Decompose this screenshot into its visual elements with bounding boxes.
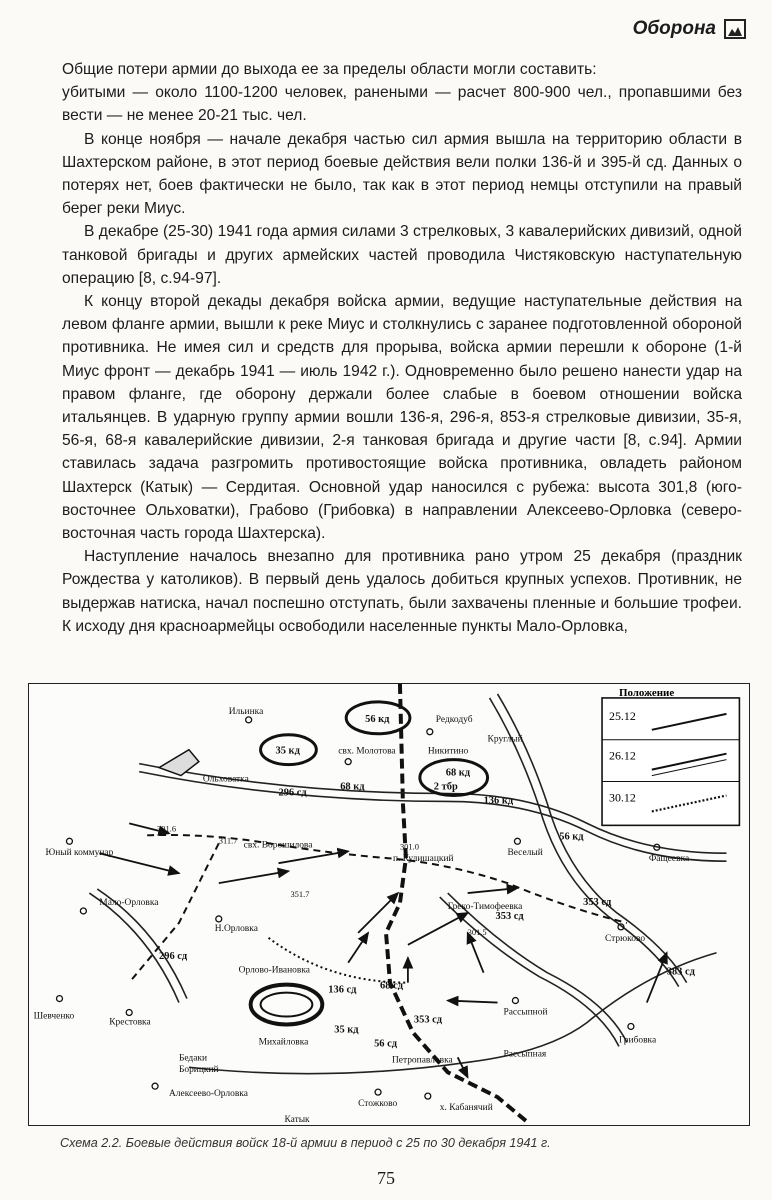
front-line-3012 xyxy=(269,938,408,983)
place-label: Алексеево-Орловка xyxy=(168,1089,248,1100)
unit-label: 35 кд xyxy=(275,745,300,757)
legend-label: 26.12 xyxy=(609,748,636,763)
place-label: Ольховатка xyxy=(202,774,249,785)
unit-label: 136 сд xyxy=(328,984,357,996)
unit-label: 68 сд xyxy=(380,980,404,992)
place-label: Юный коммунар xyxy=(45,848,114,859)
paragraph: К концу второй декады декабря войска армии, ведущие наступательные действия на левом фланге армии, вышли к реке Миус и столкнулись с заранее подготовленной обороной противника. Не имея сил и средств для прорыва, войска армии перешли к обороне (1-й Миус фронт — декабрь 1941 — июль 1942 г.). Одновременно было решено нанести удар на правом фланге, где оборону держали более слабые в боевом отношении войска итальянцев. В ударную группу армии вошли 136-я, 296-я, 853-я стрелковые дивизии, 35-я, 56-я, 68-я кавалерийские дивизии, 2-я танковая бригада и другие части [8, с.94]. Армии ставилась задача разгромить противостоящие войска противника, овладеть районом Шахтерск (Катык) — Сердитая. Основной удар наносился с рубежа: высота 301,8 (юго-восточнее Ольховатки), Грабово (Грибовка) в направлении Алексеево-Орловка (северо-восточная часть города Шахтерска). xyxy=(62,293,742,543)
unit-label: 383 сд xyxy=(666,966,695,978)
place-label: Рассыпная xyxy=(503,1049,547,1060)
page-number: 75 xyxy=(377,1168,395,1188)
place-label: свх. Молотова xyxy=(338,746,396,757)
place-label: Катык xyxy=(284,1115,310,1125)
unit-label: 296 сд xyxy=(159,950,188,962)
unit-label: 136 кд xyxy=(483,795,514,807)
place-label: Крестовка xyxy=(109,1017,151,1028)
place-label: Редкодуб xyxy=(435,714,473,725)
place-label: Рассыпной xyxy=(503,1007,548,1018)
place-label: Мало-Орловка xyxy=(99,897,159,908)
legend-title: Положение xyxy=(618,686,675,699)
place-label: Ильинка xyxy=(228,706,264,717)
place-label: Круглый xyxy=(487,734,523,745)
unit-label: 56 сд xyxy=(374,1038,398,1050)
map-drawing xyxy=(29,684,749,1125)
running-header xyxy=(633,18,746,40)
unit-label: 353 сд xyxy=(495,910,524,922)
unit-label: 68 кд xyxy=(340,781,365,793)
unit-label: 296 сд xyxy=(278,787,307,799)
place-label: Бедаки xyxy=(178,1053,208,1064)
road xyxy=(440,897,619,1046)
settlement-olkhovatka xyxy=(159,750,199,776)
height-label: 301.6 xyxy=(157,823,177,834)
place-label: свх. Ворошилова xyxy=(243,840,313,851)
header-title: Оборона xyxy=(632,18,716,39)
height-label: 311.7 xyxy=(218,835,238,846)
unit-label: 68 кд xyxy=(445,767,471,779)
place-label: Борицкий xyxy=(178,1065,219,1076)
place-label: Стрюково xyxy=(605,933,646,944)
place-label: п. Кулишацкий xyxy=(392,854,454,865)
road xyxy=(89,893,179,1003)
legend-label: 25.12 xyxy=(609,708,636,723)
unit-label: 353 сд xyxy=(413,1014,443,1026)
place-label: Шевченко xyxy=(33,1011,75,1022)
place-label: Греко-Тимофеевка xyxy=(447,901,523,912)
height-label: 301.5 xyxy=(467,926,487,937)
height-label: 301.0 xyxy=(399,841,419,852)
paragraph: В декабре (25-30) 1941 года армия силами 3 стрелковых, 3 кавалерийских дивизий, одной танковой бригады и других армейских частей проводила Чистяковскую наступательную операцию [8, с.94-97]. xyxy=(62,223,742,287)
unit-label: 2 тбр xyxy=(433,781,458,793)
unit-label: 353 сд xyxy=(583,896,612,908)
paragraph: В конце ноября — начале декабря частью сил армия вышла на территорию области в Шахтерском районе, в этот период боевые действия вели полки 136-й и 395-й сд. Данных о потерях нет, боев фактически не было, так как в этот период немцы отступили на правый берег реки Миус. xyxy=(62,130,742,218)
unit-label: 56 кд xyxy=(365,713,390,725)
place-label: Никитино xyxy=(427,746,469,757)
battle-map xyxy=(28,683,750,1126)
figure-caption: Схема 2.2. Боевые действия войск 18-й армии в период с 25 по 30 декабря 1941 г. xyxy=(60,1136,551,1150)
place-label: Фащеевка xyxy=(648,854,690,865)
place-label: Стожково xyxy=(358,1099,398,1110)
place-label: Н.Орловка xyxy=(214,923,258,934)
paragraph: Наступление началось внезапно для противника рано утром 25 декабря (праздник Рождества у католиков). В первый день удалось добиться крупных успехов. Противник, не выдержав натиска, начал поспешно отступать, были захвачены пленные и большие трофеи. К исходу дня красноармейцы освободили населенные пункты Мало-Орловка, xyxy=(62,548,742,635)
unit-oval xyxy=(261,993,313,1017)
height-label: 351.7 xyxy=(290,889,310,900)
unit-label: 35 кд xyxy=(334,1024,359,1036)
paragraph: Общие потери армии до выхода ее за пределы области могли составить: xyxy=(62,61,597,78)
place-label: Орлово-Ивановка xyxy=(238,965,310,976)
chapter-icon xyxy=(724,19,746,39)
place-label: х. Кабанячий xyxy=(439,1103,493,1114)
place-label: Грибовка xyxy=(618,1035,657,1046)
place-label: Веселый xyxy=(507,848,543,859)
legend-label: 30.12 xyxy=(609,790,636,805)
place-label: Михайловка xyxy=(258,1037,309,1048)
body-text xyxy=(62,58,742,638)
unit-label: 56 кд xyxy=(559,831,584,843)
place-label: Петропавловка xyxy=(391,1055,453,1066)
paragraph: убитыми — около 1100-1200 человек, ранеными — расчет 800-900 чел., пропавшими без вести — не менее 20-21 тыс. чел. xyxy=(62,84,742,125)
